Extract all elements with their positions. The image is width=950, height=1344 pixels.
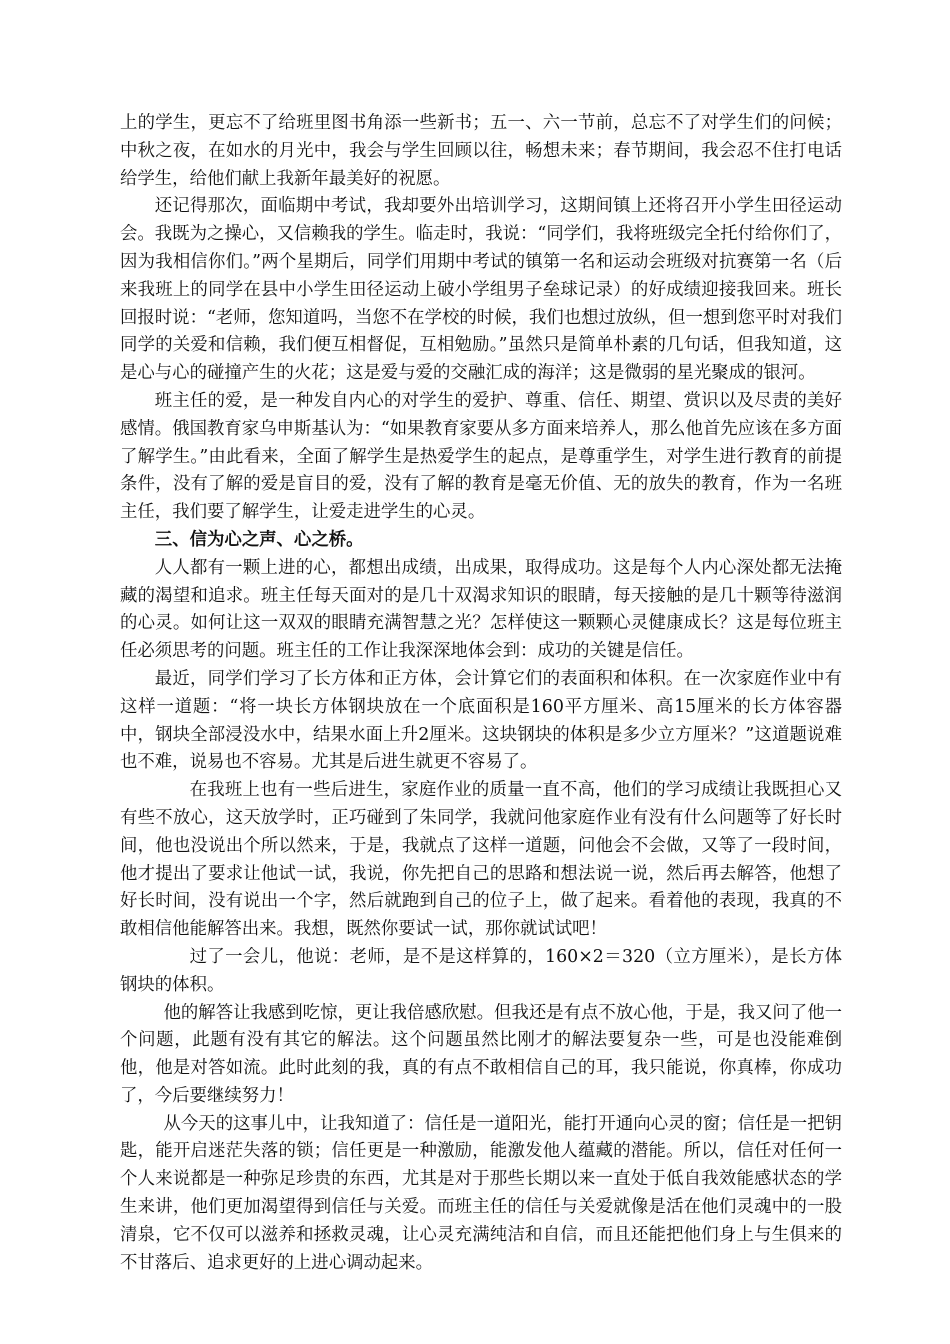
paragraph-second-method: 他的解答让我感到吃惊，更让我倍感欣慰。但我还是有点不放心他，于是，我又问了他一个问题，此题有没有其它的解法。这个问题虽然比刚才的解法要复杂一些，可是也没能难倒他，他是对答如流。此时此刻的我，真的有点不敢相信自己的耳，我只能说，你真棒，你成功了，今后要继续努力！ <box>120 1002 842 1106</box>
paragraph-success-trust: 人人都有一颗上进的心，都想出成绩，出成果，取得成功。这是每个人内心深处都无法掩藏的渴望和追求。班主任每天面对的是几十双渴求知识的眼睛，每天接触的是几十颗等待滋润的心灵。如何让这一双双的眼睛充满智慧之光？怎样使这一颗颗心灵健康成长？这是每位班主任必须思考的问题。班主任的工作让我深深地体会到：成功的关键是信任。 <box>120 557 842 662</box>
section-heading-three: 三、信为心之声、心之桥。 <box>154 529 364 550</box>
paragraph-training-story: 还记得那次，面临期中考试，我却要外出培训学习，这期间镇上还将召开小学生田径运动会。我既为之操心，又信赖我的学生。临走时，我说：“同学们，我将班级完全托付给你们了，因为我相信你们。”两个星期后，同学们用期中考试的镇第一名和运动会班级对抗赛第一名（后来我班上的同学在县中小学生田径运动上破小学组男子垒球记录）的好成绩迎接我回来。班长回报时说：“老师，您知道吗，当您不在学校的时候，我们也想过放纵，但一想到您平时对我们同学的关爱和信赖，我们便互相督促，互相勉励。”虽然只是简单朴素的几句话，但我知道，这是心与心的碰撞产生的火花；这是爱与爱的交融汇成的海洋；这是微弱的星光聚成的银河。 <box>120 196 842 384</box>
document-page <box>120 110 842 1277</box>
paragraph-teacher-love: 班主任的爱，是一种发自内心的对学生的爱护、尊重、信任、期望、赏识以及尽责的美好感情。俄国教育家乌申斯基认为：“如果教育家要从多方面来培养人，那么他首先应该在多方面了解学生。”由此看来，全面了解学生是热爱学生的起点，是尊重学生，对学生进行教育的前提条件，没有了解的爱是盲目的爱，没有了解的教育是毫无价值、无的放失的教育，作为一名班主任，我们要了解学生，让爱走进学生的心灵。 <box>120 390 842 523</box>
paragraph-continued: 上的学生，更忘不了给班里图书角添一些新书；五一、六一节前，总忘不了对学生们的问候；中秋之夜，在如水的月光中，我会与学生回顾以往，畅想未来；春节期间，我会忍不住打电话给学生，给他们献上我新年最美好的祝愿。 <box>120 113 842 189</box>
paragraph-struggling-student: 在我班上也有一些后进生，家庭作业的质量一直不高，他们的学习成绩让我既担心又有些不放心，这天放学时，正巧碰到了朱同学，我就问他家庭作业有没有什么问题等了好长时间，他也没说出个所以然来，于是，我就点了这样一道题，问他会不会做，又等了一段时间，他才提出了要求让他试一试，我说，你先把自己的思路和想法说一说，然后再去解答，他想了好长时间，没有说出一个字，然后就跑到自己的位子上，做了起来。看着他的表现，我真的不敢相信他能解答出来。我想，既然你要试一试，那你就试试吧！ <box>120 780 842 940</box>
paragraph-trust-conclusion: 从今天的这事儿中，让我知道了：信任是一道阳光，能打开通向心灵的窗；信任是一把钥匙，能开启迷茫失落的锁；信任更是一种激励，能激发他人蕴藏的潜能。所以，信任对任何一个人来说都是一种弥足珍贵的东西，尤其是对于那些长期以来一直处于低自我效能感状态的学生来讲，他们更加渴望得到信任与关爱。而班主任的信任与关爱就像是活在他们灵魂中的一股清泉，它不仅可以滋养和拯救灵魂，让心灵充满纯洁和自信，而且还能把他们身上与生俱来的不甘落后、追求更好的上进心调动起来。 <box>120 1113 842 1273</box>
paragraph-student-answer: 过了一会儿，他说：老师，是不是这样算的，160×2＝320（立方厘米），是长方体钢块的体积。 <box>120 946 842 995</box>
paragraph-homework-problem: 最近，同学们学习了长方体和正方体，会计算它们的表面积和体积。在一次家庭作业中有这样一道题：“将一块长方体钢块放在一个底面积是160平方厘米、高15厘米的长方体容器中，钢块全部浸没水中，结果水面上升2厘米。这块钢块的体积是多少立方厘米？”这道题说难也不难，说易也不容易。尤其是后进生就更不容易了。 <box>120 668 842 773</box>
